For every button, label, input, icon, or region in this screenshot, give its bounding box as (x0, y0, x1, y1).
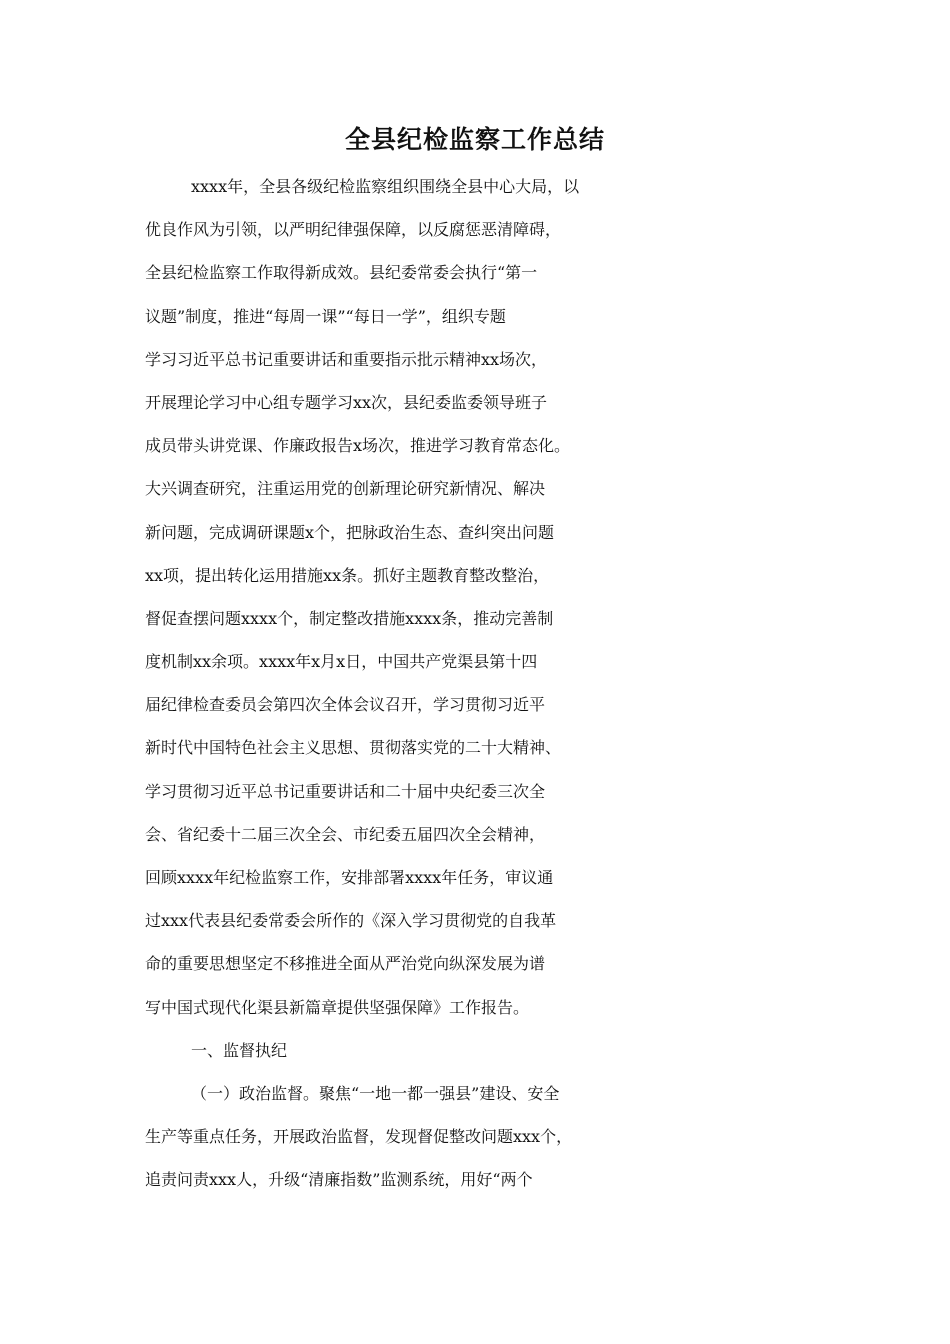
body-line: 追责问责xxx人，升级“清廉指数”监测系统，用好“两个 (145, 1170, 533, 1190)
body-line: 一、监督执纪 (191, 1040, 288, 1060)
body-line: xx项，提出转化运用措施xx条。抓好主题教育整改整治， (145, 565, 550, 585)
body-line: 成员带头讲党课、作廉政报告x场次，推进学习教育常态化。 (145, 436, 571, 456)
body-line: 届纪律检查委员会第四次全体会议召开，学习贯彻习近平 (145, 695, 546, 715)
body-line: 学习习近平总书记重要讲话和重要指示批示精神xx场次， (145, 349, 548, 369)
body-line: 新时代中国特色社会主义思想、贯彻落实党的二十大精神、 (145, 738, 562, 758)
body-line: 学习贯彻习近平总书记重要讲话和二十届中央纪委三次全 (145, 781, 546, 801)
body-line: 生产等重点任务，开展政治监督，发现督促整改问题xxx个， (145, 1127, 573, 1147)
body-line: 回顾xxxx年纪检监察工作，安排部署xxxx年任务，审议通 (145, 868, 554, 887)
body-line: 过xxx代表县纪委常委会所作的《深入学习贯彻党的自我革 (145, 911, 557, 931)
body-line: 度机制xx余项。xxxx年x月x日，中国共产党渠县第十四 (145, 652, 538, 672)
body-line: 议题”制度，推进“每周一课”“每日一学”，组织专题 (145, 306, 506, 326)
body-line: 开展理论学习中心组专题学习xx次，县纪委监委领导班子 (145, 392, 548, 412)
body-line: 大兴调查研究，注重运用党的创新理论研究新情况、解决 (145, 479, 546, 499)
body-line: 新问题，完成调研课题x个，把脉政治生态、查纠突出问题 (145, 522, 555, 542)
body-line: 命的重要思想坚定不移推进全面从严治党向纵深发展为谱 (145, 954, 546, 974)
body-line: 写中国式现代化渠县新篇章提供坚强保障》工作报告。 (145, 997, 530, 1017)
body-line: xxxx年，全县各级纪检监察组织围绕全县中心大局，以 (191, 177, 580, 196)
document-body (145, 170, 845, 1207)
body-line: 督促查摆问题xxxx个，制定整改措施xxxx条，推动完善制 (145, 608, 554, 628)
body-line: 全县纪检监察工作取得新成效。县纪委常委会执行“第一 (145, 263, 538, 283)
body-line: （一）政治监督。聚焦“一地一都一强县”建设、安全 (191, 1083, 560, 1103)
body-line: 会、省纪委十二届三次全会、市纪委五届四次全会精神， (145, 824, 546, 844)
body-line: 优良作风为引领，以严明纪律强保障，以反腐惩恶清障碍， (145, 220, 562, 240)
document-title: 全县纪检监察工作总结 (344, 125, 605, 154)
